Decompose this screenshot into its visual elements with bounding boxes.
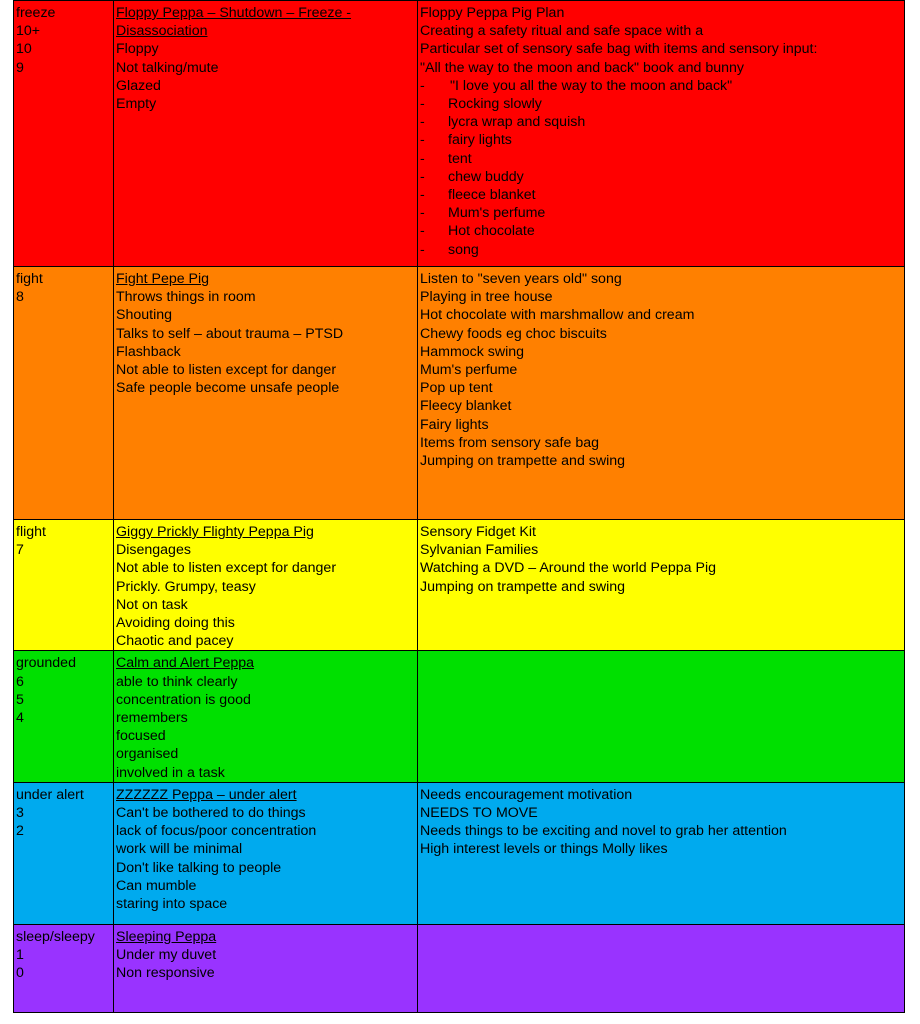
plan-line: Needs encouragement motivation [420,786,633,803]
bullet-text: fairy lights [448,132,512,149]
plan-line: Items from sensory safe bag [420,434,599,451]
plan-line: Particular set of sensory safe bag with items and sensory input: [420,41,818,58]
level-number: 9 [16,59,24,76]
signs-cell [114,782,418,924]
level-number: 2 [16,823,24,840]
sign-item: Under my duvet [116,947,217,964]
level-cell [14,267,114,520]
sign-item: Can't be bothered to do things [116,805,306,822]
level-cell [14,924,114,1012]
level-name: grounded [16,655,76,672]
sign-item: able to think clearly [116,673,238,690]
plan-bullet-item [420,150,902,168]
plan-line: Needs things to be exciting and novel to grab her attention [420,823,787,840]
level-name: flight [16,524,46,540]
plan-line: Pop up tent [420,380,493,397]
signs-title: Floppy Peppa – Shutdown – Freeze - [116,5,352,21]
bullet-dash: - [420,205,425,222]
sign-item: Not talking/mute [116,59,219,76]
plan-line: Hammock swing [420,343,525,360]
level-cell [14,651,114,782]
sign-item: Non responsive [116,965,215,982]
bullet-text: lycra wrap and squish [448,114,586,131]
signs-cell [114,520,418,651]
plan-bullet-item [420,95,902,113]
bullet-text: tent [448,150,472,167]
plan-line: Playing in tree house [420,289,553,306]
sign-item: focused [116,728,166,745]
plan-line: Sylvanian Families [420,542,539,559]
sign-item: Not able to listen except for danger [116,560,337,577]
sign-item: Shouting [116,307,173,324]
bullet-dash: - [420,223,425,240]
bullet-dash: - [420,150,425,167]
plan-bullet-item [420,113,902,131]
plan-line: Sensory Fidget Kit [420,524,536,540]
zone-row-grounded [14,651,905,782]
zone-row-under-alert [14,782,905,924]
plan-line: Watching a DVD – Around the world Peppa Pig [420,560,717,577]
zone-row-fight [14,267,905,520]
plan-cell [418,1,905,267]
level-name: freeze [16,5,56,21]
bullet-text: song [448,241,479,258]
bullet-dash: - [420,241,425,258]
sign-item: work will be minimal [116,841,243,858]
sign-item: Talks to self – about trauma – PTSD [116,325,344,342]
zones-of-regulation-table [13,0,905,1013]
level-cell [14,520,114,651]
plan-cell [418,520,905,651]
bullet-dash: - [420,187,425,204]
sign-item: Can mumble [116,877,197,894]
plan-line: Hot chocolate with marshmallow and cream [420,307,695,324]
plan-cell [418,782,905,924]
bullet-text: Hot chocolate [448,223,535,240]
plan-line: Creating a safety ritual and safe space with a [420,23,704,40]
zone-row-sleep [14,924,905,1012]
plan-line: Jumping on trampette and swing [420,578,626,595]
signs-cell [114,1,418,267]
level-cell [14,782,114,924]
sign-item: Empty [116,96,157,113]
level-number: 6 [16,673,24,690]
plan-line: Fleecy blanket [420,398,512,415]
level-number: 10 [16,41,32,58]
plan-bullet-item [420,186,902,204]
plan-line: Fairy lights [420,416,489,433]
level-name: sleep/sleepy [16,928,95,945]
plan-bullet-item [420,222,902,240]
plan-line: "All the way to the moon and back" book and bunny [420,59,744,76]
bullet-dash: - [420,77,425,94]
sign-item: involved in a task [116,764,225,781]
plan-line: Floppy Peppa Pig Plan [420,5,565,21]
signs-title: Calm and Alert Peppa [116,655,255,672]
level-number: 10+ [16,23,41,40]
level-number: 1 [16,947,24,964]
zone-row-flight [14,520,905,651]
bullet-text: Mum's perfume [448,205,546,222]
sign-item: Avoiding doing this [116,615,235,632]
bullet-dash: - [420,96,425,113]
level-number: 5 [16,691,24,708]
sign-item: Throws things in room [116,289,256,306]
bullet-text: "I love you all the way to the moon and back" [450,77,733,94]
sign-item: Chaotic and pacey [116,633,234,650]
sign-item: Not on task [116,596,188,613]
plan-bullet-item [420,204,902,222]
level-name: under alert [16,786,84,803]
sign-item: Prickly. Grumpy, teasy [116,578,256,595]
sign-item: concentration is good [116,691,251,708]
plan-line: High interest levels or things Molly likes [420,841,668,858]
signs-title: ZZZZZZ Peppa – under alert [116,786,297,803]
signs-cell [114,267,418,520]
sign-item: organised [116,746,179,763]
plan-cell [418,924,905,1012]
sign-item: staring into space [116,896,228,913]
signs-title: Giggy Prickly Flighty Peppa Pig [116,524,314,540]
plan-line: NEEDS TO MOVE [420,805,538,822]
plan-bullet-item [420,241,902,259]
plan-cell [418,651,905,782]
level-number: 4 [16,710,24,727]
signs-title: Disassociation [116,23,208,40]
level-number: 7 [16,542,24,559]
sign-item: Glazed [116,77,161,94]
sign-item: lack of focus/poor concentration [116,823,317,840]
level-name: fight [16,271,43,287]
plan-line: Listen to "seven years old" song [420,271,622,287]
sign-item: Floppy [116,41,159,58]
sign-item: Flashback [116,343,181,360]
zone-row-freeze [14,1,905,267]
plan-line: Mum's perfume [420,362,518,379]
bullet-dash: - [420,132,425,149]
signs-cell [114,651,418,782]
plan-bullet-item [420,77,902,95]
bullet-dash: - [420,168,425,185]
plan-line: Chewy foods eg choc biscuits [420,325,607,342]
bullet-text: fleece blanket [448,187,536,204]
bullet-text: chew buddy [448,168,524,185]
signs-cell [114,924,418,1012]
level-cell [14,1,114,267]
level-number: 0 [16,965,24,982]
plan-bullet-item [420,168,902,186]
table-body [14,1,905,1013]
level-number: 8 [16,289,24,306]
plan-cell [418,267,905,520]
signs-title: Fight Pepe Pig [116,271,210,287]
plan-line: Jumping on trampette and swing [420,453,626,470]
sign-item: Disengages [116,542,191,559]
sign-item: remembers [116,710,188,727]
bullet-dash: - [420,114,425,131]
level-number: 3 [16,805,24,822]
bullet-text: Rocking slowly [448,96,542,113]
plan-bullet-item [420,131,902,149]
sign-item: Don't like talking to people [116,859,282,876]
sign-item: Not able to listen except for danger [116,362,337,379]
signs-title: Sleeping Peppa [116,928,217,945]
sign-item: Safe people become unsafe people [116,380,340,397]
